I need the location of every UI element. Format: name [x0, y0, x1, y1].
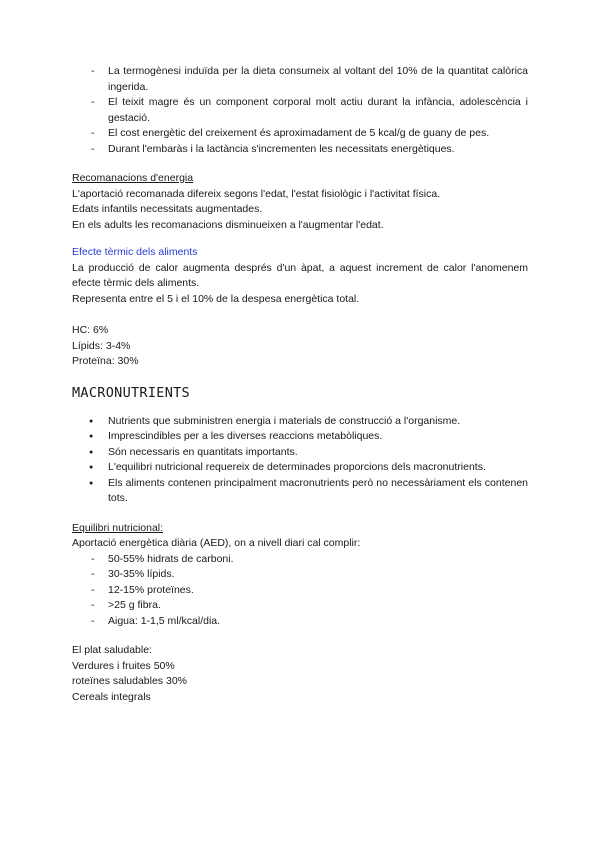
energy-facts-list — [72, 64, 528, 157]
list-item: ● Nutrients que subministren energia i materials de construcció a l'organisme. — [72, 414, 528, 430]
plat-line: Cereals integrals — [72, 690, 151, 703]
list-item: - 12-15% proteïnes. — [72, 583, 528, 599]
macronutrients-heading: MACRONUTRIENTS — [72, 384, 190, 401]
plat-line: Verdures i fruites 50% — [72, 659, 175, 672]
efecte-line: Representa entre el 5 i el 10% de la despesa energètica total. — [72, 292, 360, 305]
list-item: - El cost energètic del creixement és aproximadament de 5 kcal/g de guany de pes. — [72, 126, 528, 142]
list-item: - Durant l'embaràs i la lactància s'incrementen les necessitats energètiques. — [72, 142, 528, 158]
list-item: - El teixit magre és un component corporal molt actiu durant la infància, adolescència i gestació. — [72, 95, 528, 126]
efecte-paragraph: La producció de calor augmenta després d'un àpat, a aquest increment de calor l'anomenem efecte tèrmic dels aliments. — [72, 261, 528, 289]
equilibri-intro: Aportació energètica diària (AED), on a nivell diari cal complir: — [72, 537, 361, 549]
efecte-termic-heading: Efecte tèrmic dels aliments — [72, 246, 198, 258]
recomanacions-line: En els adults les recomanacions disminueixen a l'augmentar l'edat. — [72, 218, 384, 231]
macro-percent-hc: HC: 6% — [72, 324, 109, 336]
equilibri-title: Equilibri nutricional: — [72, 521, 164, 534]
list-item: - >25 g fibra. — [72, 598, 528, 614]
macronutrients-list — [72, 414, 528, 507]
plat-title: El plat saludable: — [72, 644, 152, 656]
list-item: ● L'equilibri nutricional requereix de determinades proporcions dels macronutrients. — [72, 460, 528, 476]
document-page — [72, 64, 528, 705]
list-item: - 30-35% lípids. — [72, 567, 528, 583]
recomanacions-title: Recomanacions d'energia — [72, 172, 194, 184]
list-item: ● Són necessaris en quantitats importants. — [72, 445, 528, 461]
list-item: - Aigua: 1-1,5 ml/kcal/dia. — [72, 614, 528, 630]
list-item: - 50-55% hidrats de carboni. — [72, 552, 528, 568]
list-item: ● Els aliments contenen principalment macronutrients però no necessàriament els contenen tots. — [72, 476, 528, 507]
equilibri-list — [72, 552, 528, 630]
list-item: ● Imprescindibles per a les diverses reaccions metabòliques. — [72, 429, 528, 445]
list-item: - La termogènesi induïda per la dieta consumeix al voltant del 10% de la quantitat calòrica ingerida. — [72, 64, 528, 95]
plat-line: roteïnes saludables 30% — [72, 675, 187, 687]
recomanacions-line: Edats infantils necessitats augmentades. — [72, 203, 263, 215]
recomanacions-line: L'aportació recomanada difereix segons l'edat, l'estat fisiològic i l'activitat física. — [72, 187, 441, 200]
macro-percent-lipids: Lípids: 3-4% — [72, 339, 131, 352]
macro-percent-proteina: Proteïna: 30% — [72, 355, 139, 367]
